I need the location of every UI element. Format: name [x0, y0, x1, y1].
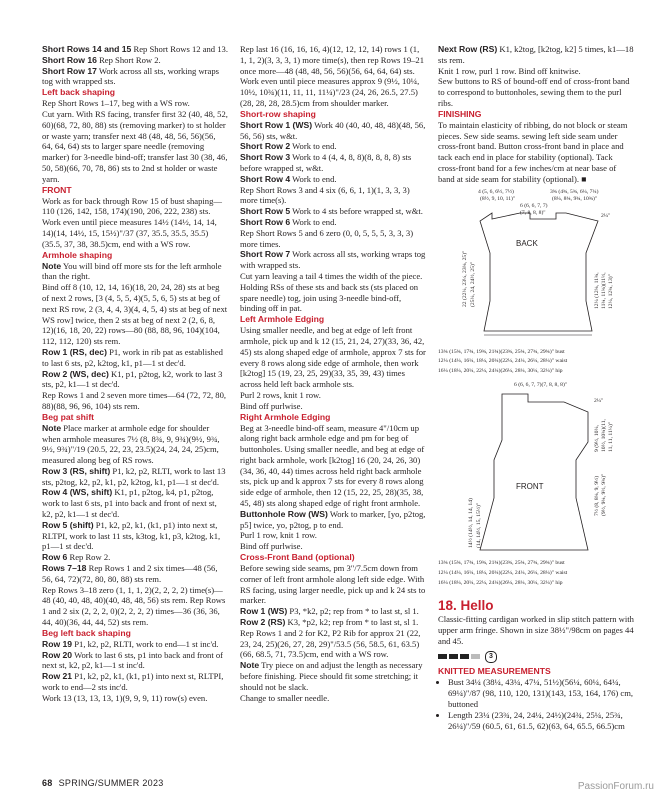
row-text: Rep Rows 1 and 2 six times—48 (56, 56, 64, 72)(72, 80, 80, 88) sts rem.: [42, 563, 218, 584]
row-text: K3, *p2, k2; rep from * to last st, sl 1.: [285, 617, 419, 628]
row-text: P1, work in rib pat as established to last 6 sts, p2, k2tog, k1, p1—1 st dec'd.: [42, 346, 223, 368]
list-item: • Length 23¼ (23¾, 24, 24¼, 24½)(24¾, 25¼, 25¾, 26¼)"/59 (60.5, 61, 61.5, 62)(63, 64, 65.5, 66.5)cm: [448, 710, 634, 732]
paragraph: Work as for back through Row 15 of bust shaping— 110 (126, 142, 158, 174)(190, 206, 222, 238) sts. Work even until piece measures 14½ (14½, 14, 14, 14)(14, 14½, 15, 15½)"/37 (37, 35.5, 35.5, 35.5)(35.5, 37, 38, 38.5)cm, end with a WS row.: [42, 195, 222, 249]
heading-left-back-shaping: Left back shaping: [42, 87, 116, 98]
front-armhole-label: 9 (9½, 10¼,: [594, 425, 600, 453]
column-1: [42, 44, 228, 704]
row-text: Rep Short Row 2.: [96, 54, 161, 65]
front-shape: [480, 394, 588, 550]
level-bar-icon: [471, 654, 480, 659]
row-text: P1, k2, p2, k1, (k1, p1) into next st, RLTPI, work to end—2 sts inc'd.: [42, 671, 224, 693]
note-label: Note: [240, 660, 260, 671]
front-label: FRONT: [516, 482, 544, 492]
paragraph: Rep Short Rows 3 and 4 six (6, 6, 1, 1)(1, 3, 3, 3) more time(s).: [240, 184, 410, 206]
row-label: Row 1 (RS, dec): [42, 346, 107, 357]
row-label: Buttonhole Row (WS): [240, 508, 328, 519]
row-label: Row 3 (RS, shift): [42, 465, 111, 476]
level-bar-icon: [460, 654, 469, 659]
measurements-list: [438, 677, 634, 731]
row-label: Short Row 3: [240, 152, 291, 163]
paragraph: Cut yarn leaving a tail 4 times the width of the piece. Holding RSs of these sts and back sts (sts placed on spare needle) tog, join using 3-needle bind-off, binding off in pat.: [240, 270, 423, 314]
front-schematic: [438, 380, 634, 556]
paragraph: Rep Rows 1 and 2 seven more times—64 (72, 72, 80, 88)(88, 96, 96, 104) sts rem.: [42, 390, 227, 411]
row-label: Row 6: [42, 552, 68, 563]
paragraph: Before sewing side seams, pm 3"/7.5cm down from corner of left front armhole along left side edge. With RS facing, using larger needle, pick up and k 24 sts to marker.: [240, 563, 426, 606]
heading-beg-pat-shift: Beg pat shift: [42, 411, 95, 422]
row-label: Short Row 7: [240, 249, 291, 260]
row-label: Short Row 6: [240, 216, 291, 227]
heading-finishing: FINISHING: [438, 108, 482, 119]
front-shoulder-depth-label: 2¼": [594, 398, 604, 405]
row-label: Row 2 (WS, dec): [42, 368, 109, 379]
paragraph: Work 13 (13, 13, 13, 1)(9, 9, 9, 11) row(s) even.: [42, 692, 208, 703]
note-text: Place marker at armhole edge for shoulder when armhole measures 7½ (8, 8¾, 9, 9¾)(9½, 9¾, 9½, 9¾)"/19 (20.5, 22, 23, 23.5)(24, 24, 24, 25)cm, measured along beg of RS rows.: [42, 422, 220, 466]
row-label: Short Row 1 (WS): [240, 119, 313, 130]
back-shoulder-right-label: (8¼, 8¾, 9¾, 10¾)": [552, 195, 598, 202]
paragraph: Rep Rows 3–18 zero (1, 1, 1, 2)(2, 2, 2, 2) time(s)—48 (40, 40, 48, 40)(40, 48, 48, 56) sts rem. Rep Rows 1 and 2 six (2, 2, 2, 0)(2, 2, 2, 2) times—36 (36, 36, 44, 40)(36, 44, 44, 52) sts rem.: [42, 584, 226, 628]
row-text: K1, p1, p2tog, k4, p1, p2tog, work to last 6 sts, p1 into back and front of next st, k2, p2, k1—1 st dec'd.: [42, 487, 217, 520]
note-label: Note: [42, 422, 62, 433]
pattern-description: Classic-fitting cardigan worked in slip stitch pattern with upper arm fringe. Shown in size 38½"/98cm on pages 44 and 45.: [438, 614, 634, 646]
back-bust-label: 13¾ (15¾, 17¾, 19¾, 21¾)(23¾, 25¾, 27¾, 29¾)" bust: [438, 348, 565, 355]
row-label: Short Row 4: [240, 173, 291, 184]
watermark: PassionForum.ru: [577, 781, 654, 792]
paragraph: Change to smaller needle.: [240, 692, 330, 703]
front-shoulder-marker-label: (9½, 9¾, 9½, 9¾)": [601, 473, 607, 517]
row-text: P1, k2, p2, RLTI, work to end—1 st inc'd.: [72, 638, 219, 649]
row-text: K1, k2tog, [k2tog, k2] 5 times, k1—18 sts rem. Knit 1 row, purl 1 row. Bind off knitwise. Sew buttons to RS of bound-off end of cross-front band to correspond to buttonholes, sewing them to the purl ribs.: [438, 44, 634, 108]
row-label: Row 2 (RS): [240, 617, 286, 628]
back-neck-label: 6 (6, 6, 7, 7): [520, 202, 548, 209]
heading-right-armhole-edging: Right Armhole Edging: [240, 411, 331, 422]
row-text: Work across all sts, working wraps tog with wrapped sts.: [240, 249, 426, 271]
level-bar-icon: [449, 654, 458, 659]
level-bar-icon: [438, 654, 447, 659]
paragraph: Using smaller needle, and beg at edge of left front armhole, pick up and k 12 (15, 21, 24, 27)(33, 36, 42, 45) sts along shaped edge of armhole, approx 7 sts for every 8 rows along side edge of armhole, then work [k2tog] 15 (19, 23, 25, 29)(33, 35, 39, 43) times across held left back armhole sts. Purl 2 rows, knit 1 row. Bind off purlwise.: [240, 325, 426, 411]
row-text: Work to end.: [290, 141, 337, 152]
page-number: 68: [42, 778, 53, 788]
list-item: • Bust 34¼ (38¼, 43¼, 47¼, 51½)(56¼, 60¼, 64¼, 69¼)"/87 (98, 110, 120, 131)(143, 153, 164, 176) cm, buttoned: [448, 677, 634, 709]
back-waist-label: 12¼ (14¼, 16¼, 18¼, 20¼)(22¼, 24¼, 26¼, 28¼)" waist: [438, 358, 568, 365]
row-label: Row 1 (WS): [240, 606, 288, 617]
front-shoulder-marker-label: 7½ (8, 8¾, 9, 9½): [594, 476, 600, 517]
row-text: Work to marker, [yo, p2tog, p5] twice, yo, p2tog, p to end. Purl 1 row, knit 1 row. Bind off purlwise.: [240, 508, 426, 552]
front-bust-label: 13¾ (15¾, 17¾, 19¾, 21¾)(23¾, 25¾, 27¾, 29¾)" bust: [438, 560, 565, 567]
row-text: Work to 4 (4, 4, 8, 8)(8, 8, 8, 8) sts before wrapped st, w&t.: [240, 152, 412, 173]
skill-level: [438, 651, 634, 664]
back-side-label: 12¼, 12¾, 13)": [608, 273, 614, 309]
heading-knitted-measurements: KNITTED MEASUREMENTS: [438, 666, 551, 677]
row-label: Short Row 16: [42, 54, 97, 65]
back-schematic: [438, 189, 634, 345]
yarn-weight-badge: 3: [485, 651, 497, 664]
row-text: Work to 4 sts before wrapped st, w&t.: [290, 206, 423, 217]
back-shape: [480, 213, 598, 331]
back-length-label: 22 (22¼, 23¼, 23¾, 25)": [462, 250, 468, 307]
row-text: P1, k2, p2, RLTI, work to last 13 sts, p2tog, k2, p2, k1, p2, k2tog, k1, p1—1 st dec'd.: [42, 465, 226, 487]
back-side-label: 12¼ (12¾, 11¾,: [594, 271, 600, 309]
row-text: P3, *k2, p2; rep from * to last st, sl 1.: [287, 606, 419, 617]
front-length-label: (14, 14½, 15, 15½)": [476, 503, 482, 549]
back-shoulder-left-label: 4 (5, 6, 6½, 7½): [478, 188, 514, 195]
front-length-label: 14½ (14½, 14, 14, 14): [468, 498, 474, 549]
heading-short-row-shaping: Short-row shaping: [240, 108, 316, 119]
paragraph: Beg at 3-needle bind-off seam, measure 4"/10cm up along right back armhole edge and pm for beg of buttonholes. Using smaller needle, and beg at edge of right back armhole, work [k2tog] 16 (20, 24, 26, 30)(34, 36, 40, 44) times across held right back armhole sts, pick up and k approx 7 sts for every 8 rows along side edge of armhole, then 12 (15, 22, 25, 28)(35, 38, 45, 48) sts along shaped edge of right front armhole.: [240, 422, 425, 509]
row-label: Short Rows 14 and 15: [42, 44, 132, 54]
front-hip-label: 16¼ (18¼, 20¼, 22¼, 24¼)(26¼, 28¼, 30¼, 32¼)" hip: [438, 579, 563, 586]
row-label: Row 5 (shift): [42, 519, 94, 530]
front-waist-label: 12¼ (14¼, 16¼, 18¼, 20¼)(22¼, 24¼, 26¼, 28¼)" waist: [438, 569, 568, 576]
row-label: Row 19: [42, 638, 73, 649]
row-text: Work to end.: [290, 216, 337, 227]
issue-label: SPRING/SUMMER 2023: [58, 778, 164, 788]
note-text: You will bind off more sts for the left armhole than the right.: [42, 260, 222, 282]
row-label: Short Row 5: [240, 206, 291, 217]
row-text: Work to end.: [290, 173, 337, 184]
back-side-label: 11¾, 11¾)(11½,: [601, 271, 607, 309]
row-text: K1, p1, p2tog, k2, work to last 3 sts, p2, k1—1 st dec'd.: [42, 368, 223, 390]
row-label: Next Row (RS): [438, 44, 498, 54]
back-shoulder-right-label: 3¾ (4¾, 5¾, 6¼, 7¼): [550, 188, 599, 195]
paragraph: Rep Short Rows 5 and 6 zero (0, 0, 5, 5, 5, 3, 3, 3) more times.: [240, 227, 414, 249]
back-shoulder-depth-label: 2¼": [601, 212, 611, 219]
back-neck-label: (7, 8, 8, 8)": [520, 209, 546, 216]
heading-front: FRONT: [42, 184, 72, 195]
back-label: BACK: [516, 238, 538, 248]
row-text: Work across all sts, working wraps tog with wrapped sts.: [42, 65, 219, 87]
paragraph: Bind off 8 (10, 12, 14, 16)(18, 20, 24, 28) sts at beg of next 2 rows, [3 (4, 5, 5, 4)(5, 5, 6, 5) sts at beg of next RS row, 2 (3, 4, 4, 3)(4, 4, 5, 4) sts at beg of next WS row] twice, then 2 sts at beg of next 2 (2, 6, 8, 12)(16, 18, 20, 22) rows—80 (88, 88, 96, 104)(104, 112, 112, 120) sts rem.: [42, 282, 228, 347]
note-label: Note: [42, 260, 62, 271]
row-label: Row 4 (WS, shift): [42, 487, 113, 498]
front-armhole-label: 10½, 10¾)(11,: [601, 419, 607, 453]
front-armhole-label: 11, 11, 11¼)": [608, 422, 614, 453]
page-footer: [42, 778, 164, 788]
row-text: Work to last 6 sts, p1 into back and front of next st, k2, p2, k1—1 st inc'd.: [42, 649, 224, 671]
row-label: Row 20: [42, 649, 73, 660]
heading-cross-front-band: Cross-Front Band (optional): [240, 552, 355, 563]
row-label: Row 21: [42, 671, 73, 682]
paragraph: Rep Short Rows 1–17, beg with a WS row. Cut yarn. With RS facing, transfer first 32 (40, 48, 52, 60)(68, 72, 80, 88) sts (removing marker) to st holder or waste yarn; transfer next 48 (48, 48, 56, 56)(56, 64, 64, 64) sts to larger spare needle (removing marker) for 3-needle bind-off; transfer last 30 (38, 46, 50, 58)(66, 70, 78, 86) sts to 2nd st holder or waste yarn.: [42, 98, 228, 184]
row-label: Short Row 17: [42, 65, 97, 76]
front-neck-label: 6 (6, 6, 7, 7)(7, 8, 8, 8)": [514, 382, 568, 389]
paragraph: To maintain elasticity of ribbing, do not block or steam pieces. Sew side seams. sewing left side seam under cross-front band. Button cross-front band in place and tack each end in place for stability (optional). Tack cross-front band for a few inches/cm at near base of band at side seam for stability (optional).: [438, 119, 628, 184]
back-hip-label: 16¼ (18¼, 20¼, 22¼, 24¼)(26¼, 28¼, 30¼, 32¼)" hip: [438, 367, 563, 374]
back-length-label: (25¼, 24, 24½, 25)": [470, 261, 476, 307]
heading-armhole-shaping: Armhole shaping: [42, 249, 113, 260]
row-label: Rows 7–18: [42, 563, 87, 574]
pattern-title: 18. Hello: [438, 598, 494, 614]
row-text: Rep Short Rows 12 and 13.: [131, 44, 228, 54]
heading-left-armhole-edging: Left Armhole Edging: [240, 314, 325, 325]
column-3: [438, 44, 634, 731]
back-shoulder-left-label: (8½, 9, 10, 11)": [480, 195, 516, 202]
row-text: Rep Row 2.: [67, 552, 111, 563]
paragraph: Rep last 16 (16, 16, 16, 4)(12, 12, 12, 14) rows 1 (1, 1, 1, 2)(3, 3, 3, 1) more time(s), then rep Rows 19–21 once more—48 (48, 48, 56, 56)(56, 64, 64, 64) sts. Work even until piece measures approx 9 (9½, 10¼, 10½, 10¾)(11, 11, 11, 11¼)"/23 (24, 26, 26.5, 27.5)(28, 28, 28, 28.5)cm from shoulder marker.: [240, 44, 425, 108]
row-text: P1, k2, p2, k1, (k1, p1) into next st, RLTPI, work to last 11 sts, k3tog, k1, p3, k2tog, k1, p1—1 st dec'd.: [42, 519, 221, 552]
column-2: [240, 44, 426, 703]
heading-beg-left-back: Beg left back shaping: [42, 627, 131, 638]
row-text: Work 40 (40, 40, 48, 48)(48, 56, 56, 56) sts, w&t.: [240, 119, 426, 141]
end-mark-icon: ■: [581, 173, 587, 184]
note-text: Try piece on and adjust the length as necessary before finishing. Piece should fit some stretching; it should not be slack.: [240, 660, 423, 692]
row-label: Short Row 2: [240, 141, 291, 152]
paragraph: Rep Rows 1 and 2 for K2, P2 Rib for approx 21 (22, 23, 24, 25)(26, 27, 28, 29)"/53.5 (56, 58.5, 61, 63.5)(66, 68.5, 71, 73.5)cm, end with a WS row.: [240, 627, 421, 660]
